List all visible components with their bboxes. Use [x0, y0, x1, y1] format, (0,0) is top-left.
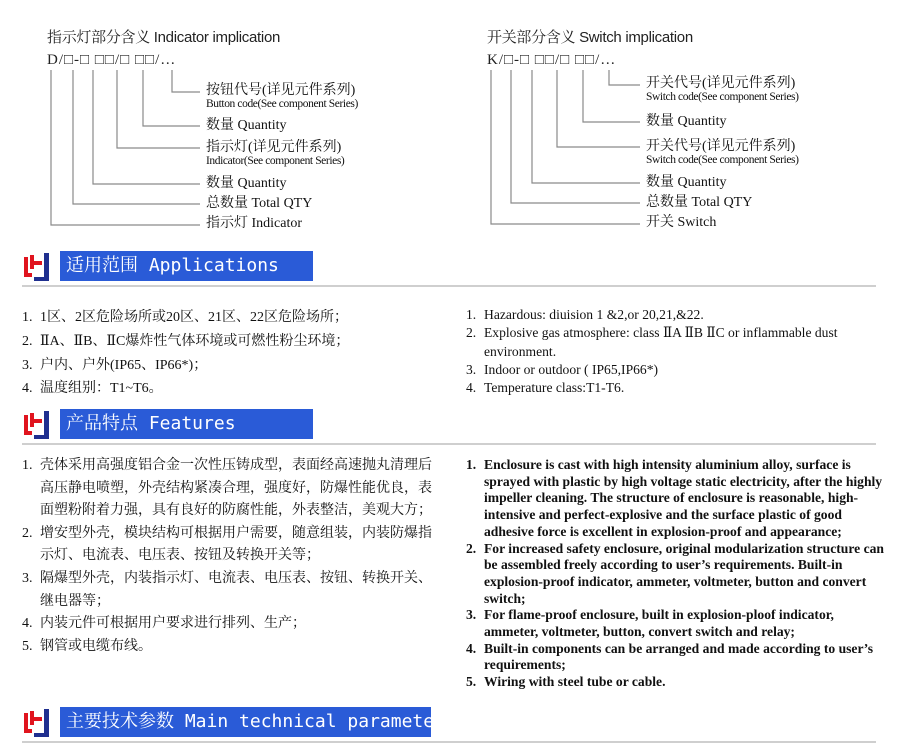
connector-lines [0, 0, 900, 240]
connector-line [117, 70, 200, 148]
list-item: 2. ⅡA、ⅡB、ⅡC爆炸性气体环境或可燃性粉尘环境； [22, 333, 350, 349]
list-item: 2. For increased safety enclosure, original modularization structure can be assembled freely according to user’s requirements. Built-in explosion-proof indicator, ammeter, voltmeter, button and convert switch; [466, 540, 884, 606]
list-item: 1. 1区、2区危险场所或20区、21区、22区危险场所； [22, 310, 348, 325]
list-item: 2. 增安型外壳，模块结构可根据用户需要，随意组装，内装防爆指示灯、电流表、电压表、按钮及转换开关等； [22, 525, 432, 564]
switch-label-switch: 开关 Switch [646, 215, 717, 230]
list-item: 1. 壳体采用高强度铝合金一次性压铸成型，表面经高速抛丸清理后高压静电喷塑，外壳结构紧凑合理，强度好，防爆性能优良，表面塑粉附着力强，具有良好的防腐性能，外表整洁，美观大方； [22, 458, 432, 519]
indicator-diagram-title: 指示灯部分含义 Indicator implication [47, 29, 281, 46]
connector-line [532, 70, 640, 183]
list-item: 4. 温度组别：T1~T6。 [22, 381, 163, 397]
connector-line [609, 70, 640, 85]
indicator-label-indicator: 指示灯 Indicator [206, 216, 303, 231]
switch-label-switch-code: 开关代号(详见元件系列) Switch code(See component Series) [646, 76, 799, 103]
list-item: 4. Temperature class:T1-T6. [466, 380, 625, 396]
applications-list-zh [22, 306, 452, 401]
list-item: 3. Indoor or outdoor ( IP65,IP66*) [466, 361, 659, 377]
list-item: 2. Explosive gas atmosphere: class ⅡA ⅡB ⅡC or inflammable dust environment. [466, 325, 838, 359]
list-item: 5. 钢管或电缆布线。 [22, 638, 152, 654]
features-header [22, 409, 312, 441]
divider [22, 443, 876, 445]
brand-logo-icon [22, 251, 54, 283]
features-list-en [466, 457, 891, 691]
connector-line [583, 70, 640, 122]
applications-list-en [466, 306, 886, 397]
indicator-label-indicator-code: 指示灯(详见元件系列) Indicator(See component Series) [206, 140, 345, 167]
switch-label-quantity-2: 数量 Quantity [646, 175, 727, 190]
divider [22, 741, 876, 743]
parameters-title: 主要技术参数 Main technical parameters [60, 707, 431, 737]
switch-label-total-qty: 总数量 Total QTY [646, 195, 753, 210]
list-item: 4. Built-in components can be arranged and made according to user’s requirements; [466, 640, 874, 673]
indicator-label-total-qty: 总数量 Total QTY [206, 196, 313, 211]
indicator-label-quantity: 数量 Quantity [206, 118, 287, 133]
list-item: 3. 户内、户外(IP65、IP66*)； [22, 357, 208, 373]
list-item: 1. Hazardous: diuision 1 &2,or 20,21,&22. [466, 307, 704, 322]
connector-line [172, 70, 200, 92]
applications-title: 适用范围 Applications [60, 251, 313, 281]
connector-line [93, 70, 200, 184]
divider [22, 285, 876, 287]
switch-code: K/□-□ □□/□ □□/… [487, 52, 617, 68]
indicator-code: D/□-□ □□/□ □□/… [47, 52, 177, 68]
list-item: 1. Enclosure is cast with high intensity aluminium alloy, surface is sprayed with plastic by high voltage static electricity, after the highly impeller cleaning. The structure of enclosure is reasonable, high-intensive and perfect-explosive and the surface plastic of good adhesive force is excellent in explosion-proof and appearance; [466, 457, 883, 539]
switch-label-switch-code-2: 开关代号(详见元件系列) Switch code(See component Series) [646, 139, 799, 166]
features-list-zh [22, 455, 432, 658]
list-item: 5. Wiring with steel tube or cable. [466, 674, 666, 690]
switch-label-quantity: 数量 Quantity [646, 114, 727, 129]
list-item: 3. 隔爆型外壳，内装指示灯、电流表、电压表、按钮、转换开关、 继电器等； [22, 570, 432, 609]
brand-logo-icon [22, 409, 54, 441]
indicator-label-button-code: 按钮代号(详见元件系列) Button code(See component Series) [206, 83, 358, 110]
parameters-header [22, 707, 456, 739]
brand-logo-icon [22, 707, 54, 739]
features-title: 产品特点 Features [60, 409, 313, 439]
list-item: 4. 内装元件可根据用户要求进行排列、生产； [22, 616, 306, 632]
connector-line [557, 70, 640, 147]
switch-diagram-title: 开关部分含义 Switch implication [487, 29, 693, 46]
indicator-label-quantity-2: 数量 Quantity [206, 176, 287, 191]
list-item: 3. For flame-proof enclosure, built in explosion-ploof indicator, ammeter, voltmeter, button, convert switch and relay; [466, 607, 834, 640]
applications-header [22, 251, 312, 283]
